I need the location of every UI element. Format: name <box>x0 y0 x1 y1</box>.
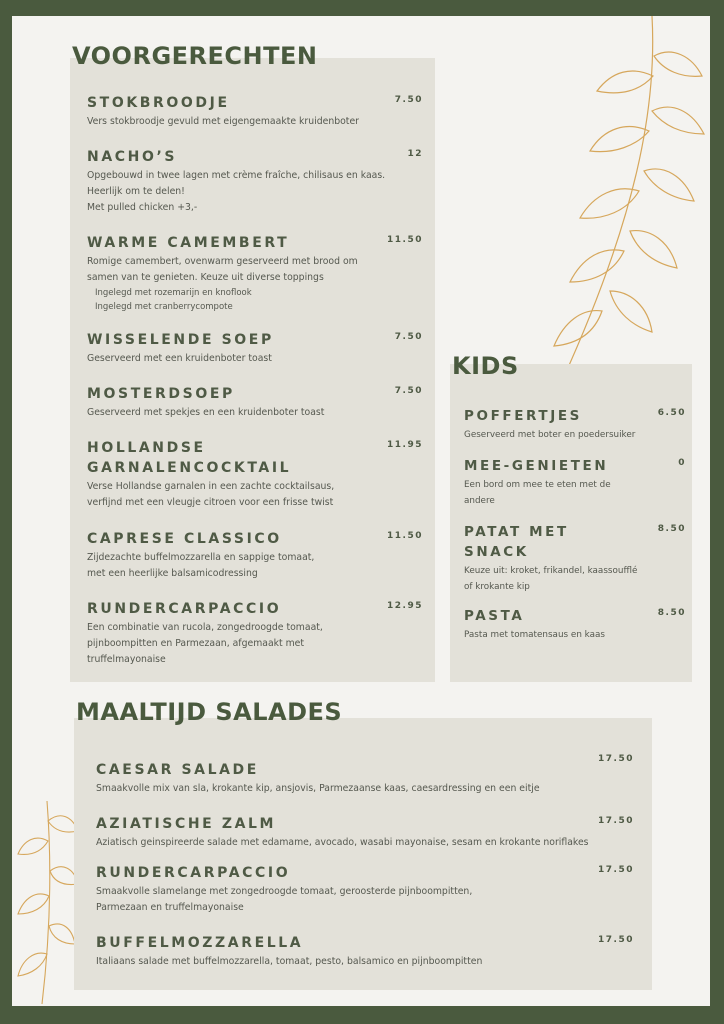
item-description: Smaakvolle slamelange met zongedroogde tomaat, geroosterde pijnboompitten, <box>96 886 473 897</box>
item-price: 11.50 <box>387 531 423 541</box>
kids-item <box>464 606 686 643</box>
item-description: Met pulled chicken +3,- <box>87 202 198 213</box>
item-name: HOLLANDSE GARNALENCOCKTAIL <box>87 440 292 476</box>
item-price: 8.50 <box>657 524 686 534</box>
kids-title: KIDS <box>452 352 519 380</box>
item-price: 7.50 <box>394 332 423 342</box>
salade-item <box>96 814 634 851</box>
item-description: Vers stokbroodje gevuld met eigengemaakte kruidenboter <box>87 116 359 127</box>
item-price: 12.95 <box>387 601 423 611</box>
item-description: andere <box>464 496 495 506</box>
item-name: CAPRESE CLASSICO <box>87 531 282 547</box>
item-price: 8.50 <box>657 608 686 618</box>
item-name: RUNDERCARPACCIO <box>96 865 291 881</box>
menu-item <box>87 438 423 511</box>
item-name: BUFFELMOZZARELLA <box>96 935 304 951</box>
item-price: 7.50 <box>394 95 423 105</box>
item-price: 0 <box>678 458 686 468</box>
menu-page <box>12 16 710 1006</box>
item-description: Pasta met tomatensaus en kaas <box>464 630 605 640</box>
item-description: Een combinatie van rucola, zongedroogde tomaat, <box>87 622 323 633</box>
item-description: Parmezaan en truffelmayonaise <box>96 902 244 913</box>
item-price: 11.95 <box>387 440 423 450</box>
salade-item <box>96 933 634 970</box>
item-name: NACHO’S <box>87 149 178 165</box>
menu-item <box>87 147 423 216</box>
item-description: Verse Hollandse garnalen in een zachte cocktailsaus, <box>87 481 335 492</box>
item-price: 6.50 <box>657 408 686 418</box>
item-description: pijnboompitten en Parmezaan, afgemaakt met <box>87 638 305 649</box>
item-price: 11.50 <box>387 235 423 245</box>
item-price: 7.50 <box>394 386 423 396</box>
salade-item <box>96 754 634 797</box>
leaf-branch-decoration-small <box>12 796 82 1006</box>
item-name: CAESAR SALADE <box>96 762 259 778</box>
item-description: Heerlijk om te delen! <box>87 186 185 197</box>
item-name: AZIATISCHE ZALM <box>96 816 277 832</box>
item-name: WARME CAMEMBERT <box>87 235 290 251</box>
item-description: Zijdezachte buffelmozzarella en sappige tomaat, <box>87 552 315 563</box>
kids-item <box>464 522 686 595</box>
item-name: PATAT MET SNACK <box>464 524 569 560</box>
kids-item <box>464 406 686 443</box>
item-description: Geserveerd met boter en poedersuiker <box>464 430 636 440</box>
item-name: PASTA <box>464 608 525 624</box>
leaf-branch-decoration <box>532 16 710 386</box>
item-description: truffelmayonaise <box>87 654 166 665</box>
item-option: Ingelegd met cranberrycompote <box>95 302 233 312</box>
item-description: Geserveerd met een kruidenboter toast <box>87 353 272 364</box>
item-description: Keuze uit: kroket, frikandel, kaassoufflé <box>464 566 638 576</box>
item-description: Een bord om mee te eten met de <box>464 480 611 490</box>
menu-item <box>87 384 423 421</box>
item-name: WISSELENDE SOEP <box>87 332 274 348</box>
salade-item <box>96 863 634 916</box>
menu-item <box>87 330 423 367</box>
item-name: STOKBROODJE <box>87 95 230 111</box>
menu-item <box>87 599 423 668</box>
menu-item <box>87 233 423 314</box>
item-description: Italiaans salade met buffelmozzarella, tomaat, pesto, balsamico en pijnboompitten <box>96 956 483 967</box>
item-description: Opgebouwd in twee lagen met crème fraîche, chilisaus en kaas. <box>87 170 386 181</box>
item-description: samen van te genieten. Keuze uit diverse toppings <box>87 272 324 283</box>
item-name: RUNDERCARPACCIO <box>87 601 282 617</box>
menu-item <box>87 93 423 130</box>
item-name: POFFERTJES <box>464 408 583 424</box>
item-price: 17.50 <box>598 865 634 875</box>
kids-item <box>464 456 686 509</box>
item-price: 17.50 <box>598 816 634 826</box>
item-description: met een heerlijke balsamicodressing <box>87 568 258 579</box>
item-description: Smaakvolle mix van sla, krokante kip, ansjovis, Parmezaanse kaas, caesardressing en een eitje <box>96 783 540 794</box>
salades-title: MAALTIJD SALADES <box>76 698 343 726</box>
item-name: MEE-GENIETEN <box>464 458 609 474</box>
item-option: Ingelegd met rozemarijn en knoflook <box>95 288 252 298</box>
item-description: Geserveerd met spekjes en een kruidenboter toast <box>87 407 325 418</box>
item-price: 17.50 <box>598 935 634 945</box>
item-description: Romige camembert, ovenwarm geserveerd met brood om <box>87 256 358 267</box>
voorgerechten-title: VOORGERECHTEN <box>72 42 318 70</box>
item-price: 17.50 <box>598 754 634 764</box>
item-price: 12 <box>407 149 423 159</box>
item-description: Aziatisch geinspireerde salade met edamame, avocado, wasabi mayonaise, sesam en krokante noriflakes <box>96 837 589 848</box>
menu-item <box>87 529 423 582</box>
item-name: MOSTERDSOEP <box>87 386 235 402</box>
item-description: verfijnd met een vleugje citroen voor een frisse twist <box>87 497 334 508</box>
item-description: of krokante kip <box>464 582 530 592</box>
